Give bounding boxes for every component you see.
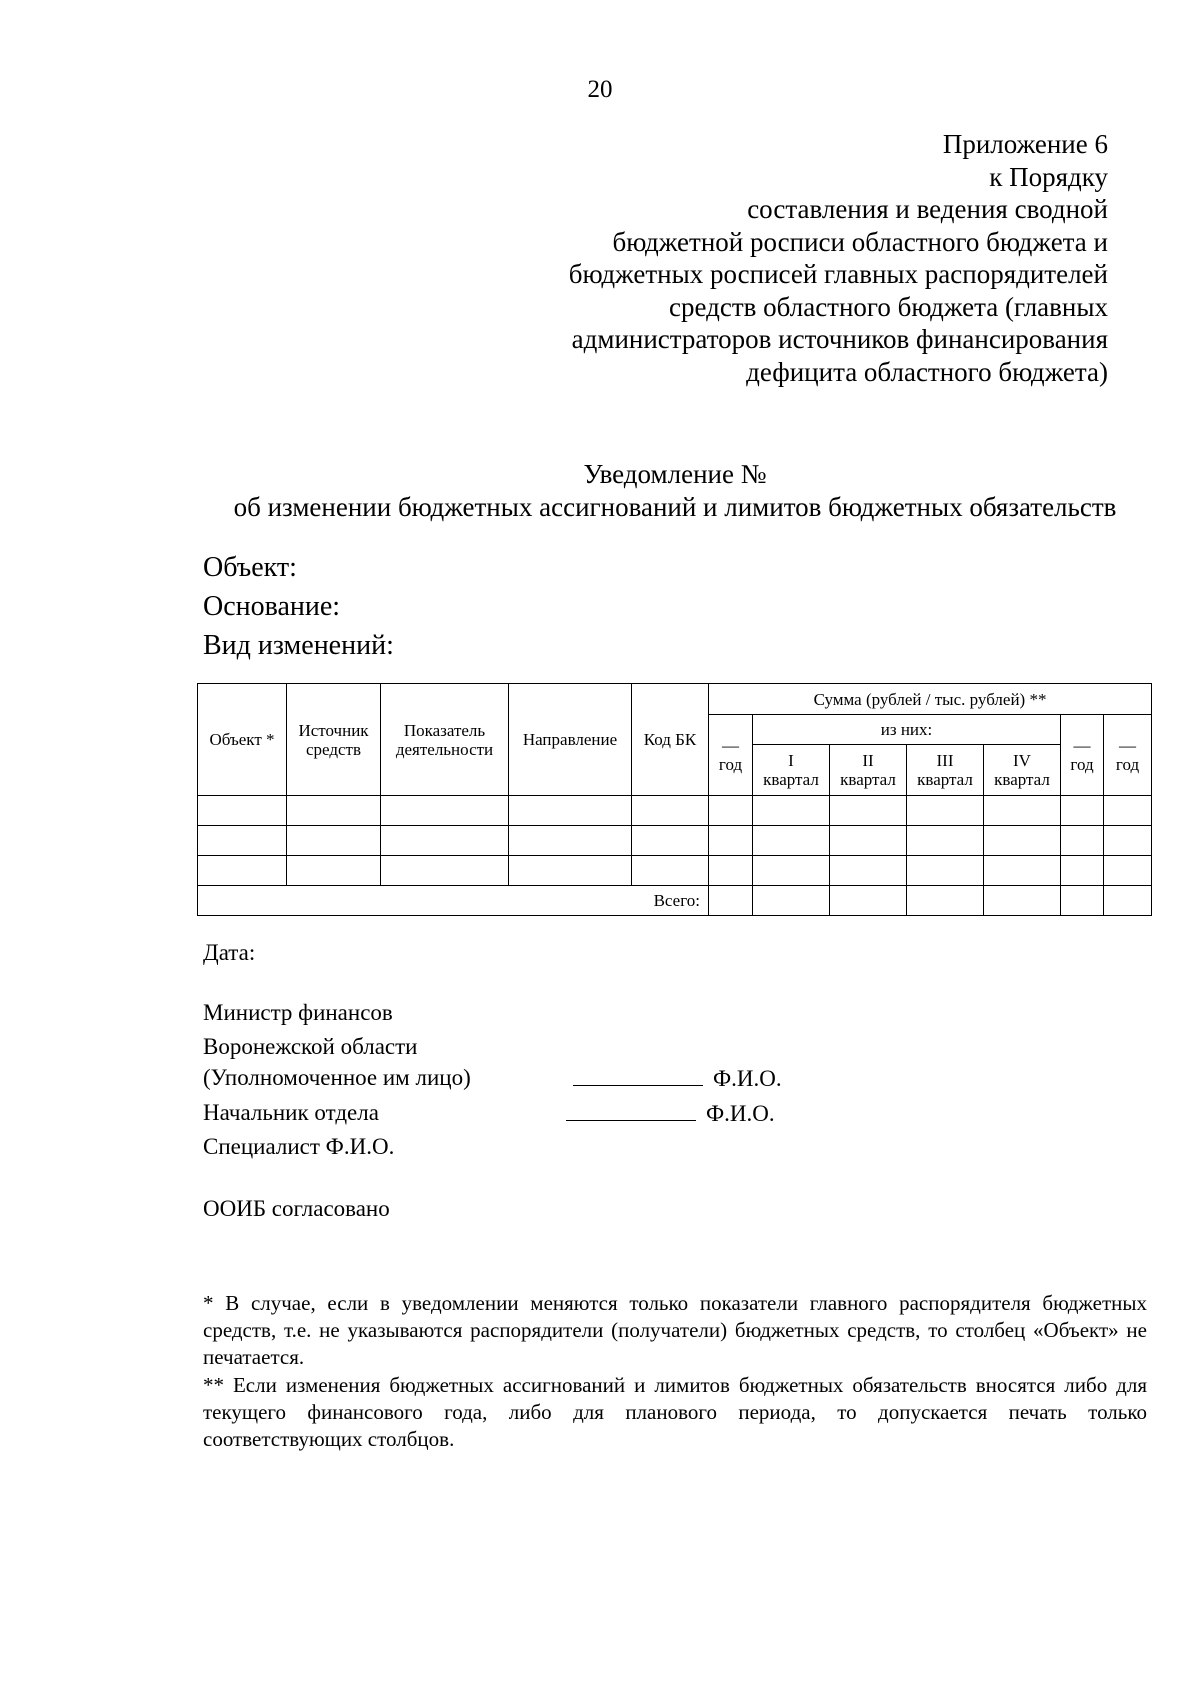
minister-line-1: Министр финансов <box>203 1000 393 1025</box>
minister-line-3: (Уполномоченное им лицо) <box>203 1065 471 1090</box>
table-row <box>198 796 1152 826</box>
appendix-line: бюджетной росписи областного бюджета и <box>612 226 1108 257</box>
ooib-approval: ООИБ согласовано <box>203 1196 390 1221</box>
header-of-which: из них: <box>753 715 1061 745</box>
table-row <box>198 826 1152 856</box>
signature-line <box>573 1067 703 1086</box>
appendix-line: дефицита областного бюджета) <box>746 356 1108 387</box>
notice-title: Уведомление № <box>583 459 767 489</box>
changes-table <box>197 683 1152 916</box>
header-year-1: — год <box>709 715 753 796</box>
header-year-2: — год <box>1061 715 1104 796</box>
table-row <box>198 856 1152 886</box>
fio-label: Ф.И.О. <box>706 1101 775 1126</box>
header-quarter-1: I квартал <box>753 745 830 796</box>
footnote-1: * В случае, если в уведомлении меняются только показатели главного распорядителя бюджетных средств, т.е. не указываются распорядители (получатели) бюджетных средств, то столбец «Объект» не печатается. <box>203 1291 1147 1369</box>
total-label: Всего: <box>198 886 709 916</box>
page-number: 20 <box>587 76 613 103</box>
header-kbk: Код БК <box>632 684 709 796</box>
header-year-3: — год <box>1104 715 1152 796</box>
total-row <box>198 886 1152 916</box>
date-label: Дата: <box>203 940 256 965</box>
appendix-line: к Порядку <box>989 161 1108 192</box>
appendix-line: бюджетных росписей главных распорядителей <box>568 259 1108 289</box>
field-basis-label: Основание: <box>203 591 341 622</box>
header-sum: Сумма (рублей / тыс. рублей) ** <box>709 684 1152 715</box>
appendix-line: администраторов источников финансирования <box>571 324 1108 354</box>
signature-line <box>566 1102 696 1121</box>
header-indicator: Показатель деятельности <box>381 684 509 796</box>
field-change-type-label: Вид изменений: <box>203 630 394 661</box>
appendix-heading <box>569 128 1108 388</box>
header-direction: Направление <box>509 684 632 796</box>
footnote-2: ** Если изменения бюджетных ассигнований и лимитов бюджетных обязательств вносятся либо для текущего финансового года, либо для планового периода, то допускается печать только соответствующих столбцов. <box>203 1373 1147 1451</box>
minister-line-2: Воронежской области <box>203 1034 418 1059</box>
appendix-line: составления и ведения сводной <box>747 194 1108 224</box>
notice-fields <box>203 548 394 665</box>
minister-signature <box>573 1066 782 1092</box>
appendix-line: Приложение 6 <box>942 129 1108 159</box>
field-object-label: Объект: <box>203 552 297 583</box>
notice-subtitle: об изменении бюджетных ассигнований и лимитов бюджетных обязательств <box>233 492 1117 522</box>
fio-label: Ф.И.О. <box>713 1066 782 1091</box>
header-quarter-3: III квартал <box>907 745 984 796</box>
appendix-line: средств областного бюджета (главных <box>669 291 1108 322</box>
header-quarter-4: IV квартал <box>984 745 1061 796</box>
head-dept-label: Начальник отдела <box>203 1100 379 1125</box>
header-source: Источник средств <box>287 684 381 796</box>
specialist-label: Специалист Ф.И.О. <box>203 1134 395 1159</box>
header-quarter-2: II квартал <box>830 745 907 796</box>
header-object: Объект * <box>198 684 287 796</box>
head-dept-signature <box>566 1101 775 1127</box>
